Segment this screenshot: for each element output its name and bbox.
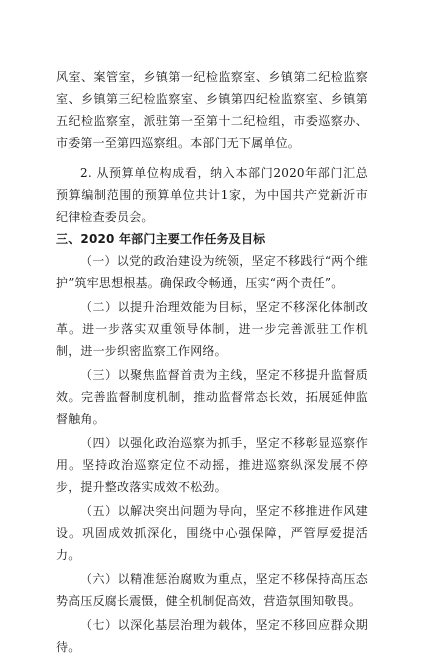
task-item-5: （五）以解决突出问题为导向，坚定不移推进作风建设。巩固成效抓深化，围绕中心强保障，严管厚爱提活力。 xyxy=(56,504,368,562)
paragraph-budget-units: 2. 从预算单位构成看，纳入本部门2020年部门汇总预算编制范围的预算单位共计1家，为中国共产党新沂市纪律检查委员会。 xyxy=(56,166,368,224)
task-item-2: （二）以提升治理效能为目标，坚定不移深化体制改革。进一步落实双重领导体制，进一步完善派驻工作机制，进一步织密监察工作网络。 xyxy=(56,300,368,358)
section-heading-main-tasks: 三、2020 年部门主要工作任务及目标 xyxy=(56,232,266,246)
task-item-4: （四）以强化政治巡察为抓手，坚定不移彰显巡察作用。坚持政治巡察定位不动摇，推进巡察纵深发展不停步，提升整改落实成效不松劲。 xyxy=(56,436,368,494)
paragraph-department-structure: 风室、案管室，乡镇第一纪检监察室、乡镇第二纪检监察室、乡镇第三纪检监察室、乡镇第四纪检监察室、乡镇第五纪检监察室，派驻第一至第十二纪检组，市委巡察办、市委第一至第四巡察组。本部门无下属单位。 xyxy=(56,70,368,150)
document-body xyxy=(56,66,368,658)
task-item-3: （三）以聚焦监督首责为主线，坚定不移提升监督质效。完善监督制度机制，推动监督常态长效，拓展延伸监督触角。 xyxy=(56,368,368,426)
task-item-6: （六）以精准惩治腐败为重点，坚定不移保持高压态势高压反腐长震慑，健全机制促高效，营造氛围知敬畏。 xyxy=(56,572,368,608)
task-item-1: （一）以党的政治建设为统领，坚定不移践行“两个维护”筑牢思想根基。确保政令畅通，压实“两个责任”。 xyxy=(56,254,368,290)
task-item-7: （七）以深化基层治理为载体，坚定不移回应群众期待。 xyxy=(56,618,368,654)
